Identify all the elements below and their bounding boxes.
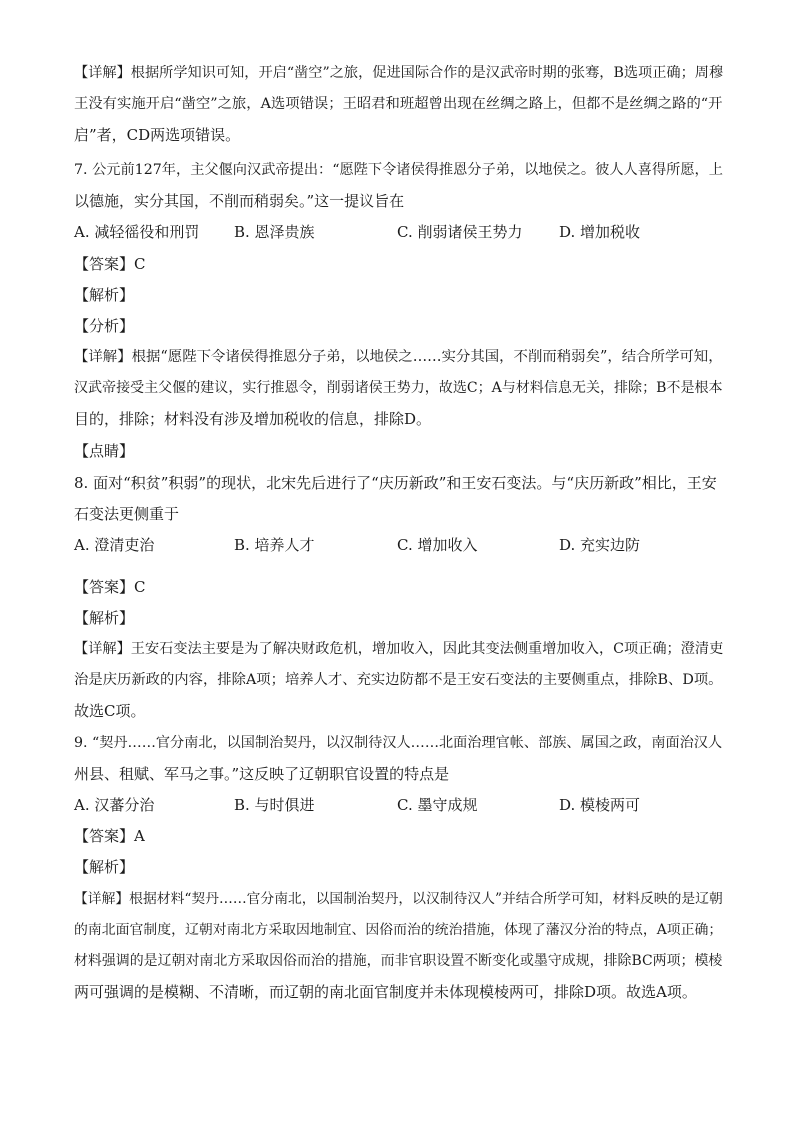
q7-options	[74, 221, 726, 243]
q9-detail-line-4: 两可强调的是模糊、不清晰，而辽朝的南北面官制度并未体现模棱两可，排除D项。故选A项。	[74, 983, 697, 1001]
q8-answer: 【答案】C	[74, 578, 146, 596]
q6-detail-line-2: 王没有实施开启“凿空”之旅，A选项错误；王昭君和班超曾出现在丝绸之路上，但都不是丝绸之路的“开	[74, 96, 723, 112]
q9-options	[74, 794, 726, 816]
q7-option-a: A. 减轻徭役和刑罚	[74, 223, 200, 241]
q8-detail-line-1: 【详解】王安石变法主要是为了解决财政危机，增加收入，因此其变法侧重增加收入，C项正确；澄清吏	[74, 641, 724, 657]
q6-detail-line-1: 【详解】根据所学知识可知，开启“凿空”之旅，促进国际合作的是汉武帝时期的张骞，B选项正确；周穆	[74, 65, 724, 81]
q9-answer: 【答案】A	[74, 827, 145, 845]
q9-detail-line-1: 【详解】根据材料“契丹……官分南北，以国制治契丹，以汉制待汉人”并结合所学可知，材料反映的是辽朝	[74, 891, 723, 907]
q8-option-d: D. 充实边防	[559, 536, 641, 554]
q7-dianjing-heading: 【点睛】	[74, 442, 135, 460]
q9-option-a: A. 汉蕃分治	[74, 796, 155, 814]
q7-option-d: D. 增加税收	[559, 223, 641, 241]
q6-detail-line-3: 启”者，CD两选项错误。	[74, 126, 241, 144]
q8-option-b: B. 培养人才	[234, 536, 315, 554]
q7-fenxi-heading: 【分析】	[74, 317, 135, 335]
q9-jiexi-heading: 【解析】	[74, 858, 135, 876]
q8-detail-line-2: 治是庆历新政的内容，排除A项；培养人才、充实边防都不是王安石变法的主要侧重点，排除B、D项。	[74, 672, 723, 688]
q9-option-d: D. 模棱两可	[559, 796, 641, 814]
q8-detail-line-3: 故选C项。	[74, 702, 146, 720]
q9-detail-line-3: 材料强调的是辽朝对南北方采取因俗而治的措施，而非官职设置不断变化或墨守成规，排除BC两项；模棱	[74, 953, 723, 969]
q7-stem-line-2: 以德施，实分其国，不削而稍弱矣。”这一提议旨在	[74, 192, 405, 210]
q8-stem-line-1: 8. 面对“积贫”积弱”的现状，北宋先后进行了“庆历新政”和王安石变法。与“庆历新政”相比，王安	[74, 474, 717, 492]
q7-answer: 【答案】C	[74, 255, 146, 273]
q7-option-b: B. 恩泽贵族	[234, 223, 315, 241]
q7-detail-line-3: 目的，排除；材料没有涉及增加税收的信息，排除D。	[74, 410, 432, 428]
q7-option-c: C. 削弱诸侯王势力	[397, 223, 523, 241]
q8-stem-line-2: 石变法更侧重于	[74, 505, 180, 523]
q9-option-b: B. 与时俱进	[234, 796, 315, 814]
q9-stem-line-1: 9. “契丹……官分南北，以国制治契丹，以汉制待汉人……北面治理官帐、部族、属国之政，南面治汉人	[74, 735, 723, 751]
q8-options	[74, 534, 726, 556]
q7-detail-line-2: 汉武帝接受主父偃的建议，实行推恩令，削弱诸侯王势力，故选C；A与材料信息无关，排除；B不是根本	[74, 380, 723, 396]
q8-option-c: C. 增加收入	[397, 536, 478, 554]
q9-detail-line-2: 的南北面官制度，辽朝对南北方采取因地制宜、因俗而治的统治措施，体现了藩汉分治的特点，A项正确；	[74, 922, 723, 938]
q7-detail-line-1: 【详解】根据“愿陛下令诸侯得推恩分子弟，以地侯之……实分其国，不削而稍弱矣”，结合所学可知，	[74, 349, 723, 365]
q9-option-c: C. 墨守成规	[397, 796, 478, 814]
q8-jiexi-heading: 【解析】	[74, 609, 135, 627]
q8-option-a: A. 澄清吏治	[74, 536, 155, 554]
q9-stem-line-2: 州县、租赋、军马之事。”这反映了辽朝职官设置的特点是	[74, 765, 450, 783]
q7-stem-line-1: 7. 公元前127年，主父偃向汉武帝提出：“愿陛下令诸侯得推恩分子弟，以地侯之。彼人人喜得所愿，上	[74, 162, 723, 178]
q7-jiexi-heading: 【解析】	[74, 286, 135, 304]
